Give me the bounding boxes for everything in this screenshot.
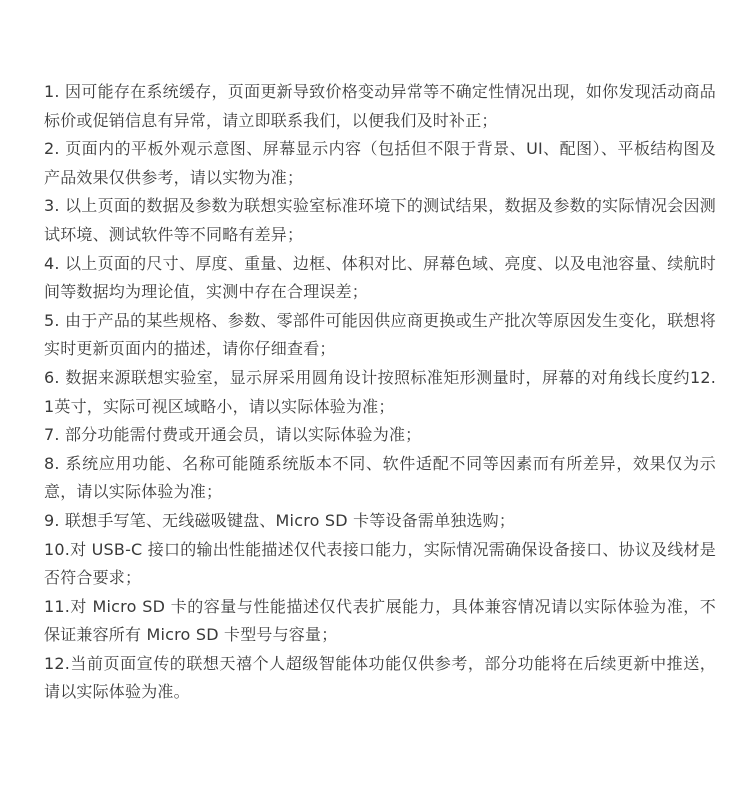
notice-item-2: 2. 页面内的平板外观示意图、屏幕显示内容（包括但不限于背景、UI、配图）、平板结构图及产品效果仅供参考，请以实物为准； — [44, 139, 716, 187]
notice-item-6: 6. 数据来源联想实验室，显示屏采用圆角设计按照标准矩形测量时，屏幕的对角线长度约12.1英寸，实际可视区域略小，请以实际体验为准； — [44, 367, 716, 416]
notice-item-1: 1. 因可能存在系统缓存，页面更新导致价格变动异常等不确定性情况出现，如你发现活动商品标价或促销信息有异常，请立即联系我们，以便我们及时补正； — [44, 82, 716, 130]
notice-item-7: 7. 部分功能需付费或开通会员，请以实际体验为准； — [44, 425, 422, 445]
notice-item-3: 3. 以上页面的数据及参数为联想实验室标准环境下的测试结果，数据及参数的实际情况会因测试环境、测试软件等不同略有差异； — [44, 196, 716, 244]
disclaimer-list — [44, 78, 716, 707]
notice-item-4: 4. 以上页面的尺寸、厚度、重量、边框、体积对比、屏幕色域、亮度、以及电池容量、续航时间等数据均为理论值，实测中存在合理误差； — [44, 253, 716, 302]
notice-item-5: 5. 由于产品的某些规格、参数、零部件可能因供应商更换或生产批次等原因发生变化，联想将实时更新页面内的描述，请你仔细查看； — [44, 310, 716, 359]
notice-item-8: 8. 系统应用功能、名称可能随系统版本不同、软件适配不同等因素而有所差异，效果仅为示意，请以实际体验为准； — [44, 453, 716, 502]
notice-item-9: 9. 联想手写笔、无线磁吸键盘、Micro SD 卡等设备需单独选购； — [44, 510, 516, 530]
notice-item-12: 12.当前页面宣传的联想天禧个人超级智能体功能仅供参考，部分功能将在后续更新中推送，请以实际体验为准。 — [44, 653, 716, 702]
notice-item-10: 10.对 USB-C 接口的输出性能描述仅代表接口能力，实际情况需确保设备接口、协议及线材是否符合要求； — [44, 539, 716, 588]
notice-item-11: 11.对 Micro SD 卡的容量与性能描述仅代表扩展能力，具体兼容情况请以实际体验为准，不保证兼容所有 Micro SD 卡型号与容量； — [44, 596, 716, 645]
